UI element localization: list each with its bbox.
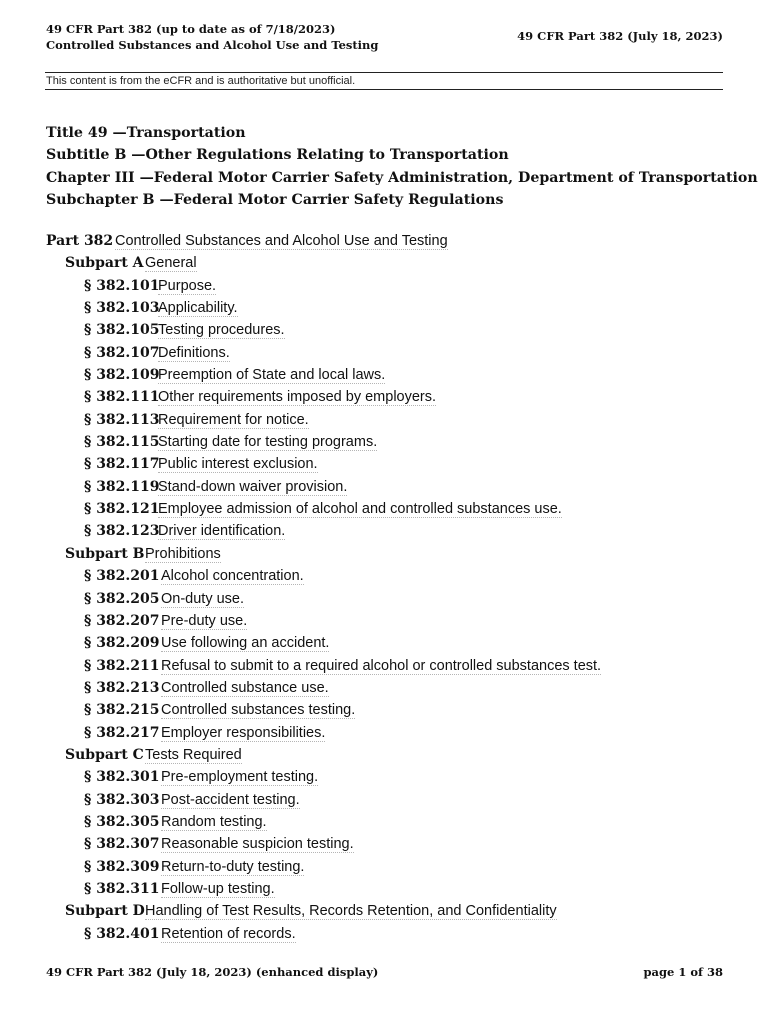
footer-page-number: page 1 of 38 — [643, 965, 723, 979]
toc-section-row — [0, 655, 768, 677]
header-document-title: 49 CFR Part 382 (up to date as of 7/18/2023) — [46, 22, 336, 36]
section-number: § 382.201 — [84, 568, 160, 585]
section-title-link[interactable]: Return-to-duty testing. — [161, 858, 305, 875]
section-number: § 382.209 — [84, 635, 160, 652]
toc-section-row — [0, 342, 768, 364]
ecfr-notice: This content is from the eCFR and is authoritative but unofficial. — [46, 75, 356, 87]
section-title-link[interactable]: Stand-down waiver provision. — [158, 478, 348, 495]
subpart-title-link[interactable]: Prohibitions — [145, 545, 221, 562]
section-number: § 382.401 — [84, 925, 160, 942]
section-title-link[interactable]: Requirement for notice. — [158, 411, 309, 428]
chapter-heading: Chapter III —Federal Motor Carrier Safety Administration, Department of Transportation — [46, 169, 758, 186]
toc-subpart-row — [0, 252, 768, 274]
section-number: § 382.123 — [84, 523, 160, 540]
section-title-link[interactable]: Random testing. — [161, 813, 267, 830]
section-title-link[interactable]: Retention of records. — [161, 925, 296, 942]
subpart-label: Subpart B — [65, 545, 145, 562]
section-number: § 382.309 — [84, 858, 160, 875]
section-title-link[interactable]: Alcohol concentration. — [161, 568, 304, 585]
toc-section-row — [0, 811, 768, 833]
subpart-label: Subpart D — [65, 903, 145, 920]
section-title-link[interactable]: Testing procedures. — [158, 322, 285, 339]
part-number: Part 382 — [46, 233, 114, 249]
table-of-contents — [0, 230, 768, 945]
toc-section-row — [0, 386, 768, 408]
subchapter-heading: Subchapter B —Federal Motor Carrier Safety Regulations — [46, 191, 504, 208]
section-title-link[interactable]: Pre-employment testing. — [161, 769, 319, 786]
section-number: § 382.101 — [84, 277, 160, 294]
toc-section-row — [0, 565, 768, 587]
toc-section-row — [0, 409, 768, 431]
section-number: § 382.311 — [84, 880, 160, 897]
section-number: § 382.121 — [84, 501, 160, 518]
section-number: § 382.115 — [84, 434, 160, 451]
section-number: § 382.213 — [84, 679, 160, 696]
toc-section-row — [0, 453, 768, 475]
toc-subpart-row — [0, 543, 768, 565]
section-title-link[interactable]: On-duty use. — [161, 590, 245, 607]
subpart-title-link[interactable]: Handling of Test Results, Records Retention, and Confidentiality — [145, 903, 557, 920]
section-title-link[interactable]: Pre-duty use. — [161, 612, 248, 629]
header-date: 49 CFR Part 382 (July 18, 2023) — [517, 29, 723, 43]
toc-section-row — [0, 856, 768, 878]
toc-section-row — [0, 878, 768, 900]
toc-section-row — [0, 297, 768, 319]
toc-section-row — [0, 722, 768, 744]
part-title-link[interactable]: Controlled Substances and Alcohol Use and Testing — [115, 233, 448, 249]
toc-section-row — [0, 364, 768, 386]
section-number: § 382.105 — [84, 322, 160, 339]
toc-section-row — [0, 610, 768, 632]
section-title-link[interactable]: Post-accident testing. — [161, 791, 300, 808]
toc-section-row — [0, 632, 768, 654]
section-number: § 382.113 — [84, 411, 160, 428]
section-number: § 382.305 — [84, 813, 160, 830]
section-number: § 382.109 — [84, 367, 160, 384]
section-title-link[interactable]: Definitions. — [158, 344, 230, 361]
toc-section-row — [0, 833, 768, 855]
toc-section-row — [0, 588, 768, 610]
section-title-link[interactable]: Employer responsibilities. — [161, 724, 326, 741]
section-number: § 382.117 — [84, 456, 160, 473]
header-rule-bottom — [45, 89, 723, 90]
section-title-link[interactable]: Other requirements imposed by employers. — [158, 389, 437, 406]
toc-part-row — [0, 230, 768, 252]
section-title-link[interactable]: Public interest exclusion. — [158, 456, 318, 473]
toc-section-row — [0, 789, 768, 811]
section-title-link[interactable]: Driver identification. — [158, 523, 286, 540]
section-title-link[interactable]: Employee admission of alcohol and controlled substances use. — [158, 501, 562, 518]
section-title-link[interactable]: Follow-up testing. — [161, 880, 275, 897]
section-title-link[interactable]: Controlled substances testing. — [161, 702, 356, 719]
section-title-link[interactable]: Controlled substance use. — [161, 679, 329, 696]
toc-section-row — [0, 766, 768, 788]
toc-section-row — [0, 923, 768, 945]
section-title-link[interactable]: Reasonable suspicion testing. — [161, 836, 354, 853]
section-number: § 382.207 — [84, 612, 160, 629]
section-number: § 382.215 — [84, 702, 160, 719]
toc-section-row — [0, 476, 768, 498]
section-number: § 382.301 — [84, 769, 160, 786]
toc-section-row — [0, 677, 768, 699]
subpart-label: Subpart A — [65, 255, 144, 272]
toc-section-row — [0, 699, 768, 721]
section-number: § 382.217 — [84, 724, 160, 741]
header-part-name: Controlled Substances and Alcohol Use and Testing — [46, 38, 379, 52]
toc-section-row — [0, 498, 768, 520]
section-number: § 382.303 — [84, 791, 160, 808]
section-number: § 382.111 — [84, 389, 160, 406]
toc-subpart-row — [0, 900, 768, 922]
section-title-link[interactable]: Preemption of State and local laws. — [158, 367, 386, 384]
section-number: § 382.119 — [84, 478, 160, 495]
toc-section-row — [0, 520, 768, 542]
toc-subpart-row — [0, 744, 768, 766]
subpart-title-link[interactable]: Tests Required — [145, 746, 242, 763]
section-number: § 382.103 — [84, 300, 160, 317]
toc-section-row — [0, 319, 768, 341]
toc-section-row — [0, 275, 768, 297]
title-heading: Title 49 —Transportation — [46, 125, 246, 141]
section-title-link[interactable]: Refusal to submit to a required alcohol or controlled substances test. — [161, 657, 602, 674]
section-title-link[interactable]: Use following an accident. — [161, 635, 330, 652]
footer-document-label: 49 CFR Part 382 (July 18, 2023) (enhanced display) — [46, 965, 379, 979]
subpart-title-link[interactable]: General — [145, 255, 197, 272]
section-number: § 382.211 — [84, 657, 160, 674]
section-title-link[interactable]: Applicability. — [158, 300, 238, 317]
section-title-link[interactable]: Starting date for testing programs. — [158, 434, 378, 451]
section-number: § 382.307 — [84, 836, 160, 853]
subpart-label: Subpart C — [65, 746, 144, 763]
section-number: § 382.107 — [84, 344, 160, 361]
subtitle-heading: Subtitle B —Other Regulations Relating to Transportation — [46, 147, 509, 164]
toc-section-row — [0, 431, 768, 453]
section-title-link[interactable]: Purpose. — [158, 277, 217, 294]
page-header-left — [46, 21, 378, 53]
section-number: § 382.205 — [84, 590, 160, 607]
hierarchy-headings — [46, 122, 758, 211]
